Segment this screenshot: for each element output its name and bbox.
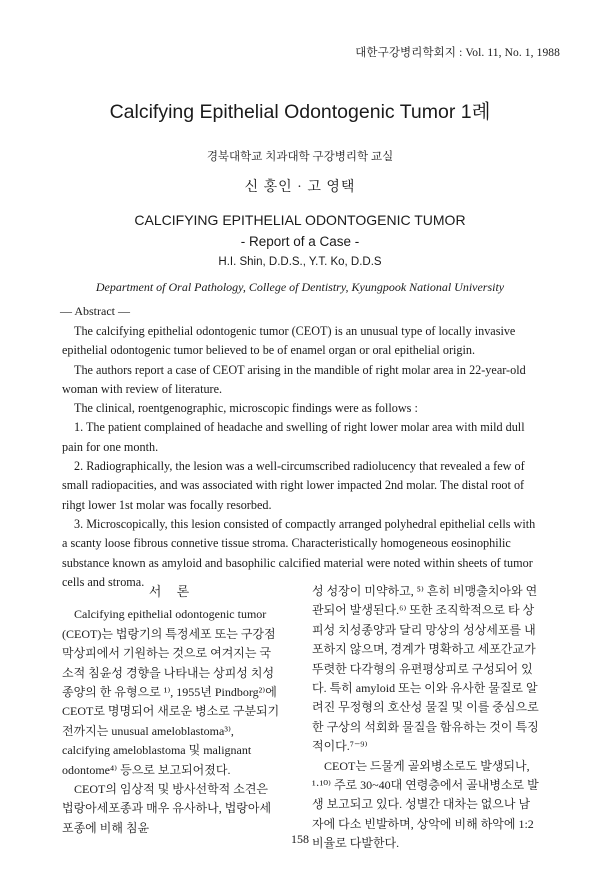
body-paragraph: CEOT의 임상적 및 방사선학적 소견은 법랑아세포종과 매우 유사하나, 법랑아세포종에 비해 침윤 bbox=[62, 782, 272, 835]
paper-title: Calcifying Epithelial Odontogenic Tumor 1례 bbox=[109, 101, 491, 123]
section-heading: 서 론 bbox=[148, 584, 196, 599]
body-paragraph: Calcifying epithelial odontogenic tumor (CEOT)는 법랑기의 특정세포 또는 구강점막상피에서 기원하는 것으로 여겨지는 국소적 침윤성 경향을 나타내는 상피성 치성종양의 한 유형으로 ¹⁾, 1955년 Pindborg²⁾에 CEOT로 명명되어 새로운 병소로 구분되기 전까지는 unusual ameloblastoma³⁾, calcifying ameloblastoma 및 malignant odontome⁴⁾ 등으로 보고되어졌다. bbox=[62, 607, 280, 777]
english-subtitle: - Report of a Case - bbox=[240, 234, 360, 249]
english-authors: H.I. Shin, D.D.S., Y.T. Ko, D.D.S bbox=[218, 256, 382, 268]
abstract bbox=[62, 322, 540, 592]
abstract-paragraph: 2. Radiographically, the lesion was a well-circumscribed radiolucency that revealed a few of small radiopacities, and was associated with right lower impacted 2nd molar. The distal root of rihgt lower 1st molar was focally resorbed. bbox=[62, 459, 525, 512]
department: Department of Oral Pathology, College of Dentistry, Kyungpook National University bbox=[95, 280, 505, 294]
abstract-paragraph: The clinical, roentgenographic, microscopic findings were as follows : bbox=[74, 401, 418, 416]
page-number: 158 bbox=[291, 832, 309, 846]
abstract-paragraph: 1. The patient complained of headache and swelling of right lower molar area with mild dull pain for one month. bbox=[62, 420, 525, 454]
abstract-label: — Abstract — bbox=[60, 304, 130, 318]
english-title: CALCIFYING EPITHELIAL ODONTOGENIC TUMOR bbox=[134, 212, 466, 228]
abstract-paragraph: 3. Microscopically, this lesion consisted of compactly arranged polyhedral epithelial cells with a scanty loose fibrous connetive tissue stroma. Characteristically homogeneous eosinophilic substance known as amyloid and basophilic calcified material were noted within sheets of tumor cells and stroma. bbox=[62, 516, 536, 589]
abstract-paragraph: The calcifying epithelial odontogenic tumor (CEOT) is an unusual type of locally invasive epithelial odontogenic tumor believed to be of enamel organ or oral epithelial origin. bbox=[62, 324, 516, 358]
body-paragraph: 성 성장이 미약하고, ⁵⁾ 흔히 비맹출치아와 연관되어 발생된다.⁶⁾ 또한 조직학적으로 타 상피성 치성종양과 달리 망상의 성상세포를 내포하지 않으며, 경계가 명확하고 세포간교가 뚜렷한 다각형의 유편평상피로 구성되어 있다. 특히 amyloid 또는 이와 유사한 물질로 알려진 무정형의 호산성 물질 및 이를 중심으로 한 구상의 석회화 물질을 함유하는 것이 특징적이다.⁷⁻⁹⁾ bbox=[312, 584, 539, 754]
abstract-paragraph: The authors report a case of CEOT arising in the mandible of right molar area in 22-year-old woman with review of literature. bbox=[62, 362, 526, 396]
affiliation-korean: 경북대학교 치과대학 구강병리학 교실 bbox=[206, 151, 394, 163]
journal-header: 대한구강병리학회지 : Vol. 11, No. 1, 1988 bbox=[355, 47, 560, 59]
body-column-right bbox=[312, 582, 540, 854]
body-paragraph: CEOT는 드물게 골외병소로도 발생되나, ¹·¹⁰⁾ 주로 30~40대 연령층에서 골내병소로 발생 보고되고 있다. 성별간 대차는 없으나 남자에 다소 빈발하며, 상악에 비해 하악에 1:2 비율로 다발한다. bbox=[312, 758, 539, 851]
authors-korean: 신 홍인 · 고 영택 bbox=[244, 180, 356, 195]
body-column-left bbox=[62, 582, 282, 838]
